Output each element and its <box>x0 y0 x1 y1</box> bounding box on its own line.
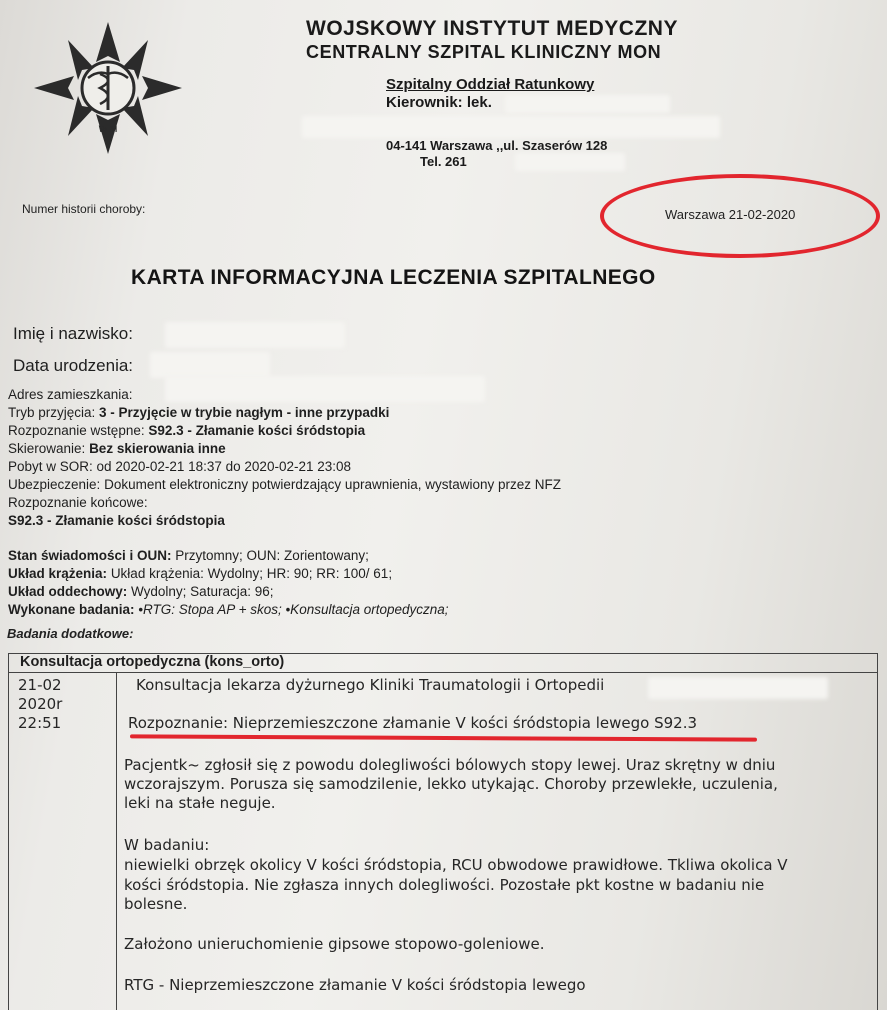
insurance: Ubezpieczenie: Dokument elektroniczny potwierdzający uprawnienia, wystawiony przez NFZ <box>8 477 562 492</box>
redaction-block <box>302 116 720 138</box>
date-highlight-circle <box>600 174 880 258</box>
referral: Skierowanie: Bez skierowania inne <box>8 441 226 456</box>
redaction-block <box>515 153 625 171</box>
consult-time: 22:51 <box>18 714 62 732</box>
circulation-status: Układ krążenia: Układ krążenia: Wydolny; HR: 90; RR: 100/ 61; <box>8 566 393 581</box>
hospital-phone: Tel. 261 <box>420 154 467 169</box>
history-line-1: Pacjentk~ zgłosił się z powodu dolegliwości bólowych stopy lewej. Uraz skrętny w dniu <box>124 756 776 774</box>
dob-label: Data urodzenia: <box>13 356 134 375</box>
tests-performed: Wykonane badania: •RTG: Stopa AP + skos; •Konsultacja ortopedyczna; <box>8 602 449 617</box>
initial-diagnosis: Rozpoznanie wstępne: S92.3 - Złamanie kości śródstopia <box>8 423 366 438</box>
exam-line-1: niewielki obrzęk okolicy V kości śródstopia, RCU obwodowe prawidłowe. Tkliwa okolica V <box>124 856 788 874</box>
table-divider <box>116 672 117 1010</box>
hospital-address: 04-141 Warszawa ,,ul. Szaserów 128 <box>386 138 608 153</box>
redaction-block <box>165 322 345 348</box>
extra-tests-label: Badania dodatkowe: <box>7 626 134 641</box>
consultation-table <box>8 653 878 1010</box>
exam-line-2: kości śródstopia. Nie zgłasza innych dolegliwości. Pozostałe pkt kostne w badaniu nie <box>124 876 765 894</box>
consult-date-day: 21-02 <box>18 676 62 694</box>
department-name: Szpitalny Oddział Ratunkowy <box>386 76 595 93</box>
admission-mode: Tryb przyjęcia: 3 - Przyjęcie w trybie nagłym - inne przypadki <box>8 405 390 420</box>
history-line-3: leki na stałe neguje. <box>124 794 276 812</box>
consult-intro: Konsultacja lekarza dyżurnego Kliniki Traumatologii i Ortopedii <box>136 676 605 694</box>
er-stay: Pobyt w SOR: od 2020-02-21 18:37 do 2020-02-21 23:08 <box>8 459 352 474</box>
treatment-line: Założono unieruchomienie gipsowe stopowo-goleniowe. <box>124 935 545 953</box>
hospital-name: CENTRALNY SZPITAL KLINICZNY MON <box>306 42 662 62</box>
redaction-block <box>648 677 828 699</box>
name-label: Imię i nazwisko: <box>13 324 133 343</box>
institute-name: WOJSKOWY INSTYTUT MEDYCZNY <box>306 17 678 40</box>
redaction-block <box>150 352 270 378</box>
final-diagnosis-label: Rozpoznanie końcowe: <box>8 495 148 510</box>
xray-line: RTG - Nieprzemieszczone złamanie V kości śródstopia lewego <box>124 976 586 994</box>
consciousness-status: Stan świadomości i OUN: Przytomny; OUN: Zorientowany; <box>8 548 369 563</box>
wim-logo-icon <box>28 18 188 158</box>
logo-label: WIM <box>98 124 118 134</box>
place-date: Warszawa 21-02-2020 <box>665 207 796 222</box>
address-label: Adres zamieszkania: <box>8 387 133 402</box>
exam-line-3: bolesne. <box>124 895 188 913</box>
consult-diagnosis: Rozpoznanie: Nieprzemieszczone złamanie V kości śródstopia lewego S92.3 <box>128 714 698 732</box>
redaction-block <box>505 95 670 113</box>
history-line-2: wczorajszym. Porusza się samodzilenie, lekko utykając. Choroby przewlekłe, uczulenia, <box>124 775 778 793</box>
head-label: Kierownik: lek. <box>386 94 492 111</box>
consultation-title: Konsultacja ortopedyczna (kons_orto) <box>20 654 285 670</box>
redaction-block <box>165 376 485 402</box>
history-number-label: Numer historii choroby: <box>22 202 146 216</box>
final-diagnosis-value: S92.3 - Złamanie kości śródstopia <box>8 513 225 528</box>
document-title: KARTA INFORMACYJNA LECZENIA SZPITALNEGO <box>131 266 656 289</box>
exam-heading: W badaniu: <box>124 836 210 854</box>
respiratory-status: Układ oddechowy: Wydolny; Saturacja: 96; <box>8 584 274 599</box>
consult-date-year: 2020r <box>18 695 63 713</box>
